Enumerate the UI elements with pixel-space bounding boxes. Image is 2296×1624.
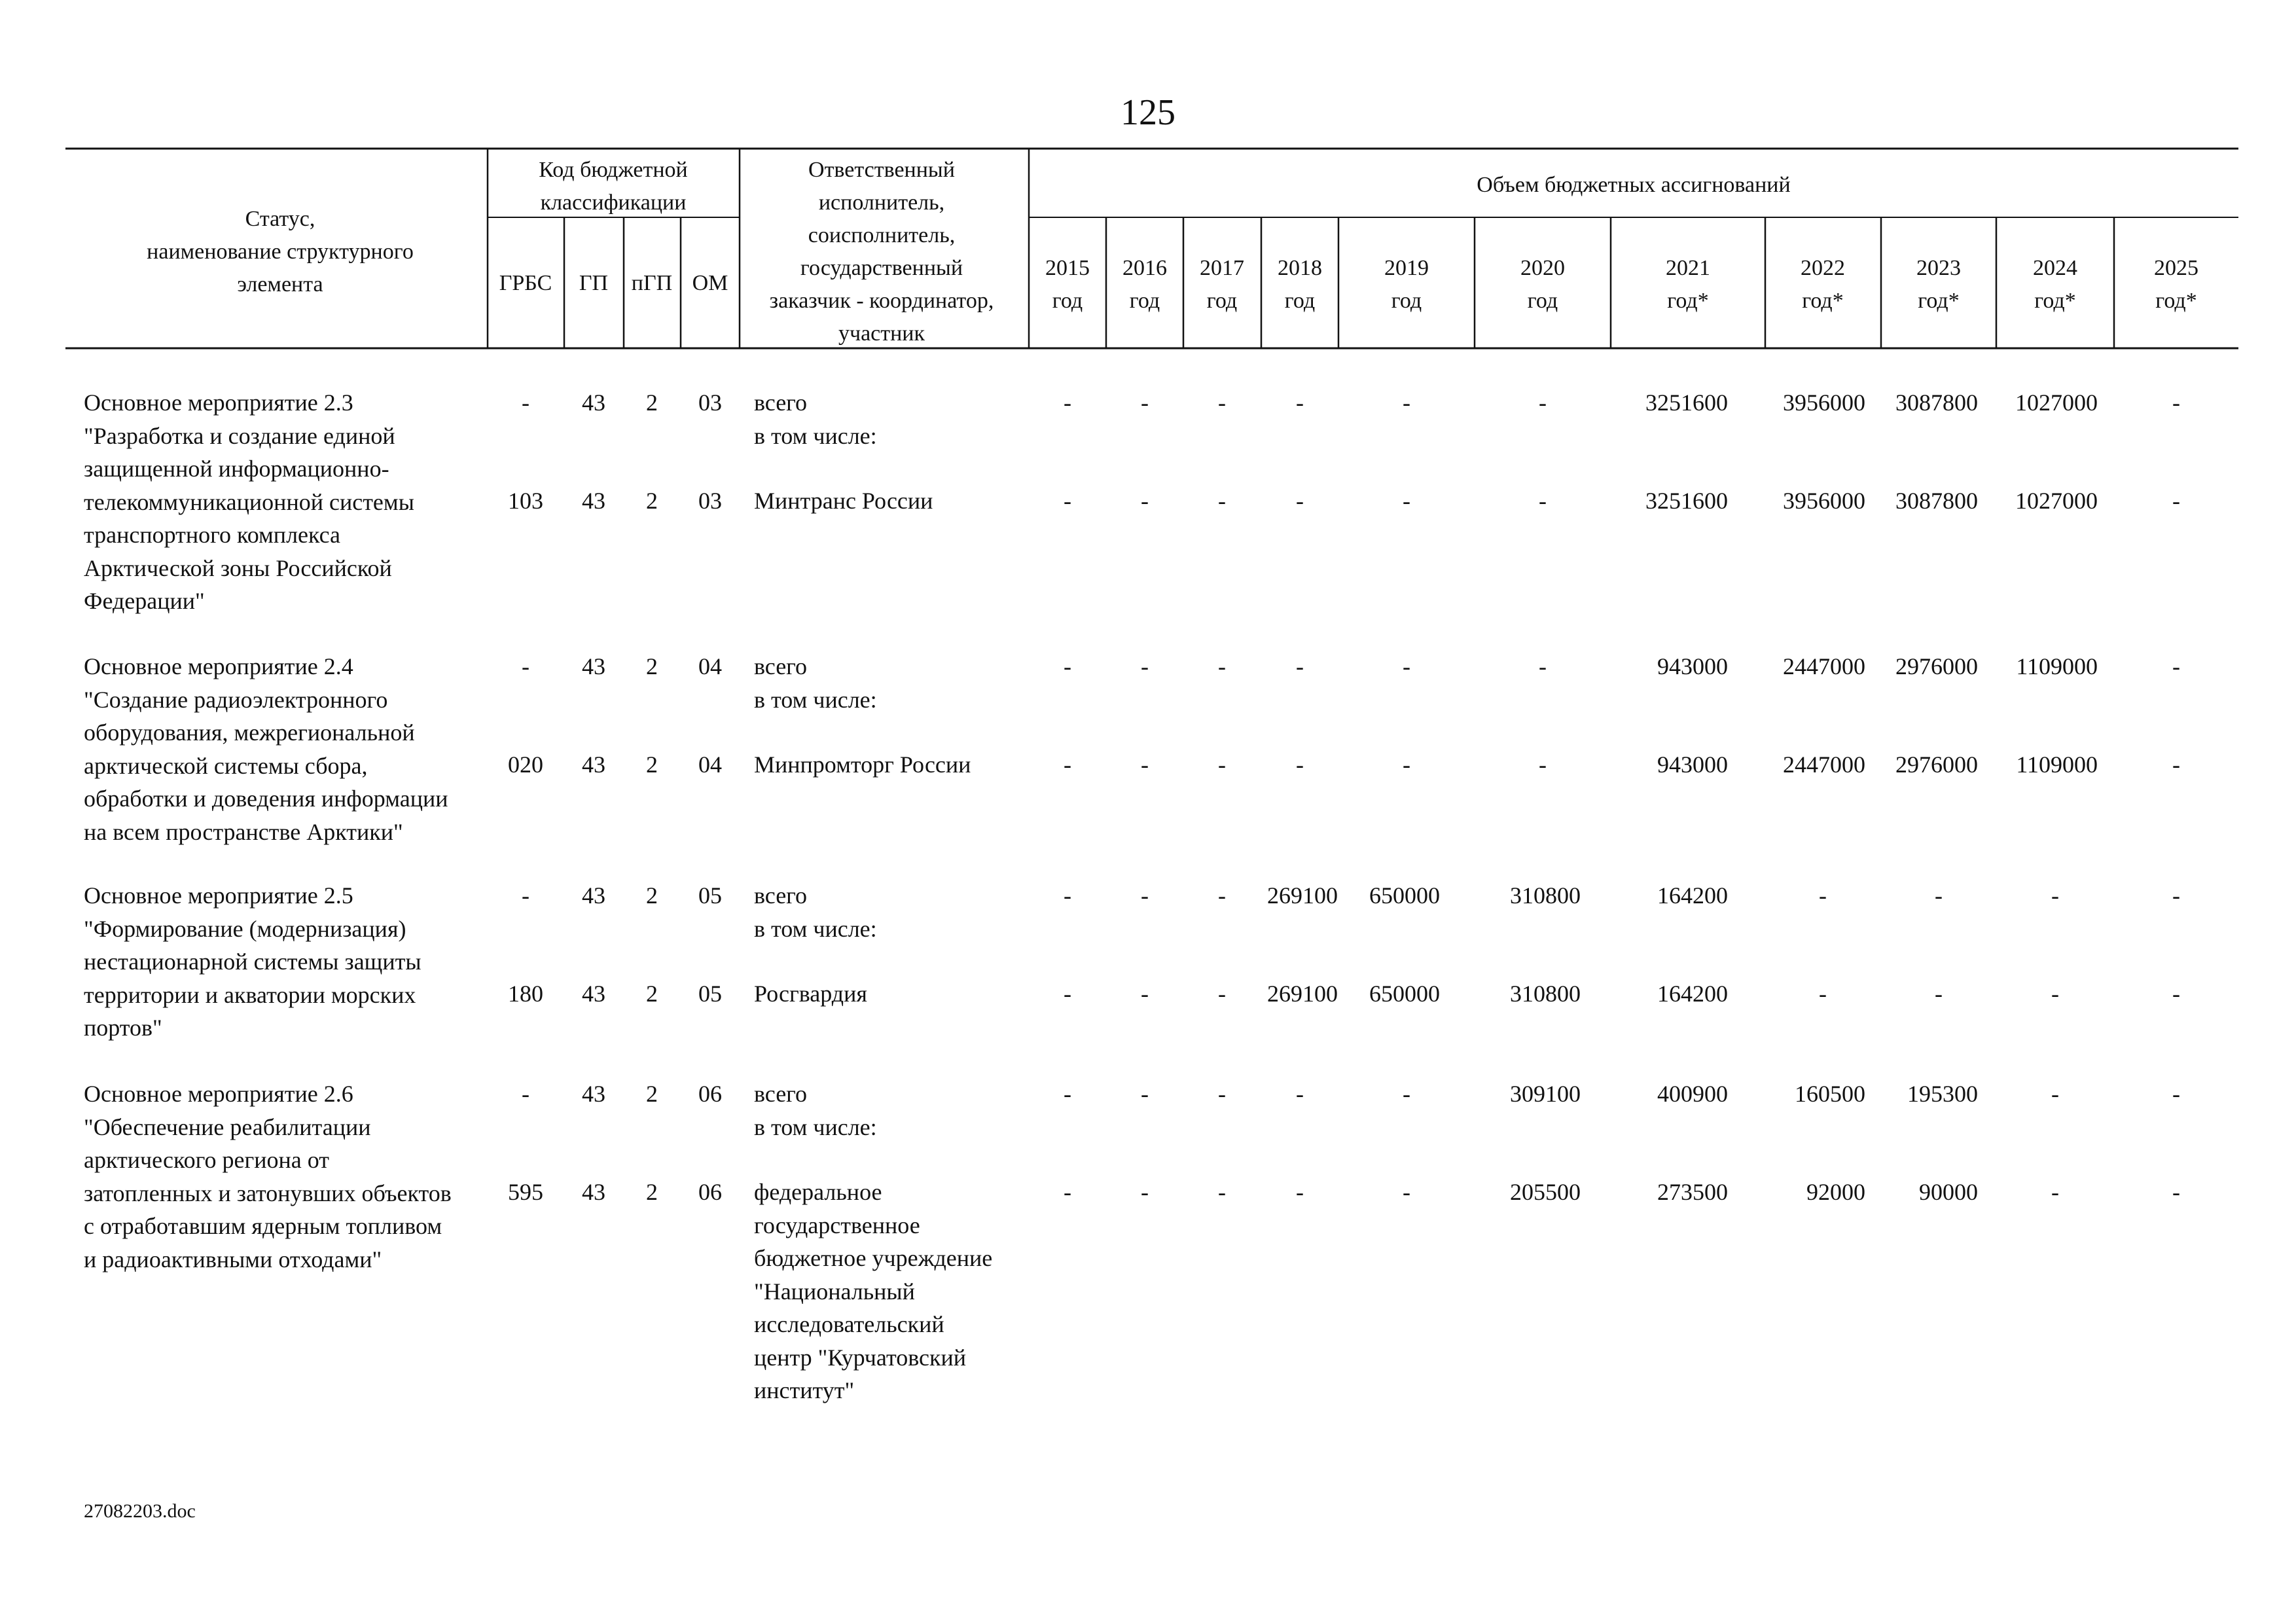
value-cell: 90000: [1919, 1179, 1978, 1205]
value-cell: -: [1403, 751, 1410, 778]
header-kbk-1: ГРБС: [499, 271, 552, 295]
value-cell: -: [1141, 751, 1149, 778]
value-cell: 650000: [1369, 882, 1440, 909]
header-kbk-4: ОМ: [692, 271, 728, 295]
value-cell: -: [2172, 882, 2180, 909]
kbk-cell: 43: [582, 488, 605, 514]
value-cell: 205500: [1510, 1179, 1581, 1205]
value-cell: -: [1296, 1179, 1304, 1205]
value-cell: -: [1218, 882, 1226, 909]
value-cell: -: [1141, 882, 1149, 909]
value-cell: 3956000: [1783, 389, 1865, 416]
value-cell: 2976000: [1895, 751, 1978, 778]
value-cell: -: [1819, 882, 1827, 909]
value-cell: -: [2172, 1081, 2180, 1107]
footer-filename: 27082203.doc: [84, 1500, 196, 1522]
header-year-2: 2016 год: [1122, 256, 1167, 313]
value-cell: 1109000: [2016, 751, 2098, 778]
value-cell: -: [1403, 1179, 1410, 1205]
value-cell: -: [1141, 653, 1149, 679]
value-cell: -: [2172, 653, 2180, 679]
value-cell: -: [1935, 981, 1943, 1007]
value-cell: 164200: [1657, 981, 1728, 1007]
kbk-cell: 595: [508, 1179, 543, 1205]
value-cell: 1027000: [2015, 488, 2098, 514]
kbk-cell: 2: [646, 653, 658, 679]
kbk-cell: 05: [698, 981, 722, 1007]
header-year-4: 2018 год: [1278, 256, 1322, 313]
value-cell: -: [1935, 882, 1943, 909]
executor-cell: Минтранс России: [754, 488, 933, 514]
value-cell: -: [1403, 1081, 1410, 1107]
kbk-cell: 2: [646, 981, 658, 1007]
value-cell: 650000: [1369, 981, 1440, 1007]
value-cell: 3087800: [1895, 389, 1978, 416]
value-cell: 164200: [1657, 882, 1728, 909]
header-year-10: 2024 год*: [2033, 256, 2077, 313]
kbk-cell: 2: [646, 1081, 658, 1107]
value-cell: -: [1064, 1081, 1071, 1107]
value-cell: -: [1539, 653, 1547, 679]
kbk-cell: 43: [582, 653, 605, 679]
header-year-1: 2015 год: [1045, 256, 1090, 313]
value-cell: 1027000: [2015, 389, 2098, 416]
header-kbk-3: пГП: [631, 271, 673, 295]
value-cell: -: [1064, 882, 1071, 909]
value-cell: -: [1218, 751, 1226, 778]
value-cell: -: [1218, 1179, 1226, 1205]
value-cell: 309100: [1510, 1081, 1581, 1107]
kbk-cell: 2: [646, 882, 658, 909]
value-cell: -: [1296, 751, 1304, 778]
value-cell: -: [1218, 653, 1226, 679]
value-cell: 943000: [1657, 653, 1728, 679]
value-cell: -: [1218, 981, 1226, 1007]
value-cell: -: [2051, 882, 2059, 909]
value-cell: -: [2051, 981, 2059, 1007]
kbk-cell: 43: [582, 1081, 605, 1107]
value-cell: -: [1141, 488, 1149, 514]
kbk-cell: 04: [698, 751, 722, 778]
value-cell: -: [2172, 981, 2180, 1007]
kbk-cell: 020: [508, 751, 543, 778]
value-cell: -: [1064, 1179, 1071, 1205]
value-cell: 92000: [1806, 1179, 1865, 1205]
kbk-cell: 103: [508, 488, 543, 514]
value-cell: -: [1218, 1081, 1226, 1107]
executor-cell: федеральное государственное бюджетное учреждение "Национальный исследовательский центр "Курчатовский институт": [754, 1179, 993, 1403]
value-cell: 2447000: [1783, 653, 1865, 679]
header-year-5: 2019 год: [1384, 256, 1429, 313]
value-cell: 2447000: [1783, 751, 1865, 778]
header-kbk: Код бюджетной классификации: [539, 158, 688, 215]
kbk-cell: 2: [646, 389, 658, 416]
value-cell: -: [2172, 488, 2180, 514]
value-cell: 1109000: [2016, 653, 2098, 679]
executor-cell: Росгвардия: [754, 981, 867, 1007]
status-block-2: Основное мероприятие 2.4 "Создание радиоэлектронного оборудования, межрегиональной арктической системы сбора, обработки и доведения информации на всем пространстве Арктики": [84, 653, 448, 845]
value-cell: -: [2051, 1081, 2059, 1107]
value-cell: -: [1141, 1179, 1149, 1205]
kbk-cell: -: [522, 653, 529, 679]
kbk-cell: 2: [646, 488, 658, 514]
value-cell: 943000: [1657, 751, 1728, 778]
value-cell: -: [1141, 981, 1149, 1007]
value-cell: 3087800: [1895, 488, 1978, 514]
executor-cell: всего в том числе:: [754, 1081, 877, 1140]
kbk-cell: 43: [582, 1179, 605, 1205]
kbk-cell: 06: [698, 1179, 722, 1205]
value-cell: 310800: [1510, 981, 1581, 1007]
value-cell: -: [1539, 389, 1547, 416]
value-cell: 400900: [1657, 1081, 1728, 1107]
kbk-cell: 2: [646, 1179, 658, 1205]
value-cell: -: [1064, 653, 1071, 679]
header-year-6: 2020 год: [1520, 256, 1565, 313]
value-cell: -: [1539, 488, 1547, 514]
value-cell: -: [2051, 1179, 2059, 1205]
status-block-4: Основное мероприятие 2.6 "Обеспечение реабилитации арктического региона от затопленных и затонувших объектов с отработавшим ядерным топливом и радиоактивными отходами": [84, 1081, 452, 1272]
value-cell: 310800: [1510, 882, 1581, 909]
header-kbk-2: ГП: [579, 271, 609, 295]
value-cell: -: [2172, 389, 2180, 416]
kbk-cell: -: [522, 389, 529, 416]
value-cell: -: [1296, 488, 1304, 514]
status-block-3: Основное мероприятие 2.5 "Формирование (модернизация) нестационарной системы защиты территории и акватории морских портов": [84, 882, 422, 1041]
kbk-cell: 06: [698, 1081, 722, 1107]
header-year-9: 2023 год*: [1916, 256, 1961, 313]
value-cell: 269100: [1267, 981, 1338, 1007]
value-cell: 160500: [1795, 1081, 1865, 1107]
value-cell: 3251600: [1645, 488, 1728, 514]
kbk-cell: 03: [698, 389, 722, 416]
value-cell: -: [1064, 981, 1071, 1007]
kbk-cell: 180: [508, 981, 543, 1007]
kbk-cell: 2: [646, 751, 658, 778]
value-cell: 195300: [1907, 1081, 1978, 1107]
header-year-8: 2022 год*: [1801, 256, 1845, 313]
header-executor: Ответственный исполнитель, соисполнитель, государственный заказчик - координатор, участник: [769, 158, 994, 346]
value-cell: -: [1064, 389, 1071, 416]
kbk-cell: -: [522, 1081, 529, 1107]
value-cell: 3251600: [1645, 389, 1728, 416]
value-cell: 2976000: [1895, 653, 1978, 679]
executor-cell: всего в том числе:: [754, 653, 877, 713]
kbk-cell: 43: [582, 389, 605, 416]
value-cell: -: [1064, 751, 1071, 778]
value-cell: -: [1064, 488, 1071, 514]
executor-cell: всего в том числе:: [754, 389, 877, 449]
page-number: 125: [1121, 92, 1175, 133]
kbk-cell: 43: [582, 981, 605, 1007]
value-cell: -: [1218, 488, 1226, 514]
value-cell: 273500: [1657, 1179, 1728, 1205]
value-cell: -: [2172, 1179, 2180, 1205]
kbk-cell: 03: [698, 488, 722, 514]
value-cell: -: [1296, 653, 1304, 679]
value-cell: 269100: [1267, 882, 1338, 909]
kbk-cell: 43: [582, 751, 605, 778]
value-cell: -: [1218, 389, 1226, 416]
value-cell: -: [1141, 389, 1149, 416]
header-budget: Объем бюджетных ассигнований: [1477, 173, 1791, 197]
header-status: Статус, наименование структурного элемента: [147, 207, 414, 297]
value-cell: -: [1539, 751, 1547, 778]
header-year-11: 2025 год*: [2154, 256, 2198, 313]
executor-cell: Минпромторг России: [754, 751, 971, 778]
value-cell: -: [1141, 1081, 1149, 1107]
value-cell: 3956000: [1783, 488, 1865, 514]
kbk-cell: 05: [698, 882, 722, 909]
value-cell: -: [1403, 488, 1410, 514]
value-cell: -: [1296, 389, 1304, 416]
kbk-cell: -: [522, 882, 529, 909]
value-cell: -: [1296, 1081, 1304, 1107]
value-cell: -: [1403, 389, 1410, 416]
header-year-7: 2021 год*: [1666, 256, 1710, 313]
kbk-cell: 43: [582, 882, 605, 909]
header-year-3: 2017 год: [1200, 256, 1244, 313]
executor-cell: всего в том числе:: [754, 882, 877, 942]
status-block-1: Основное мероприятие 2.3 "Разработка и создание единой защищенной информационно- телекоммуникационной системы транспортного комплекса Арктической зоны Российской Федерации": [84, 389, 414, 614]
value-cell: -: [2172, 751, 2180, 778]
kbk-cell: 04: [698, 653, 722, 679]
value-cell: -: [1403, 653, 1410, 679]
value-cell: -: [1819, 981, 1827, 1007]
